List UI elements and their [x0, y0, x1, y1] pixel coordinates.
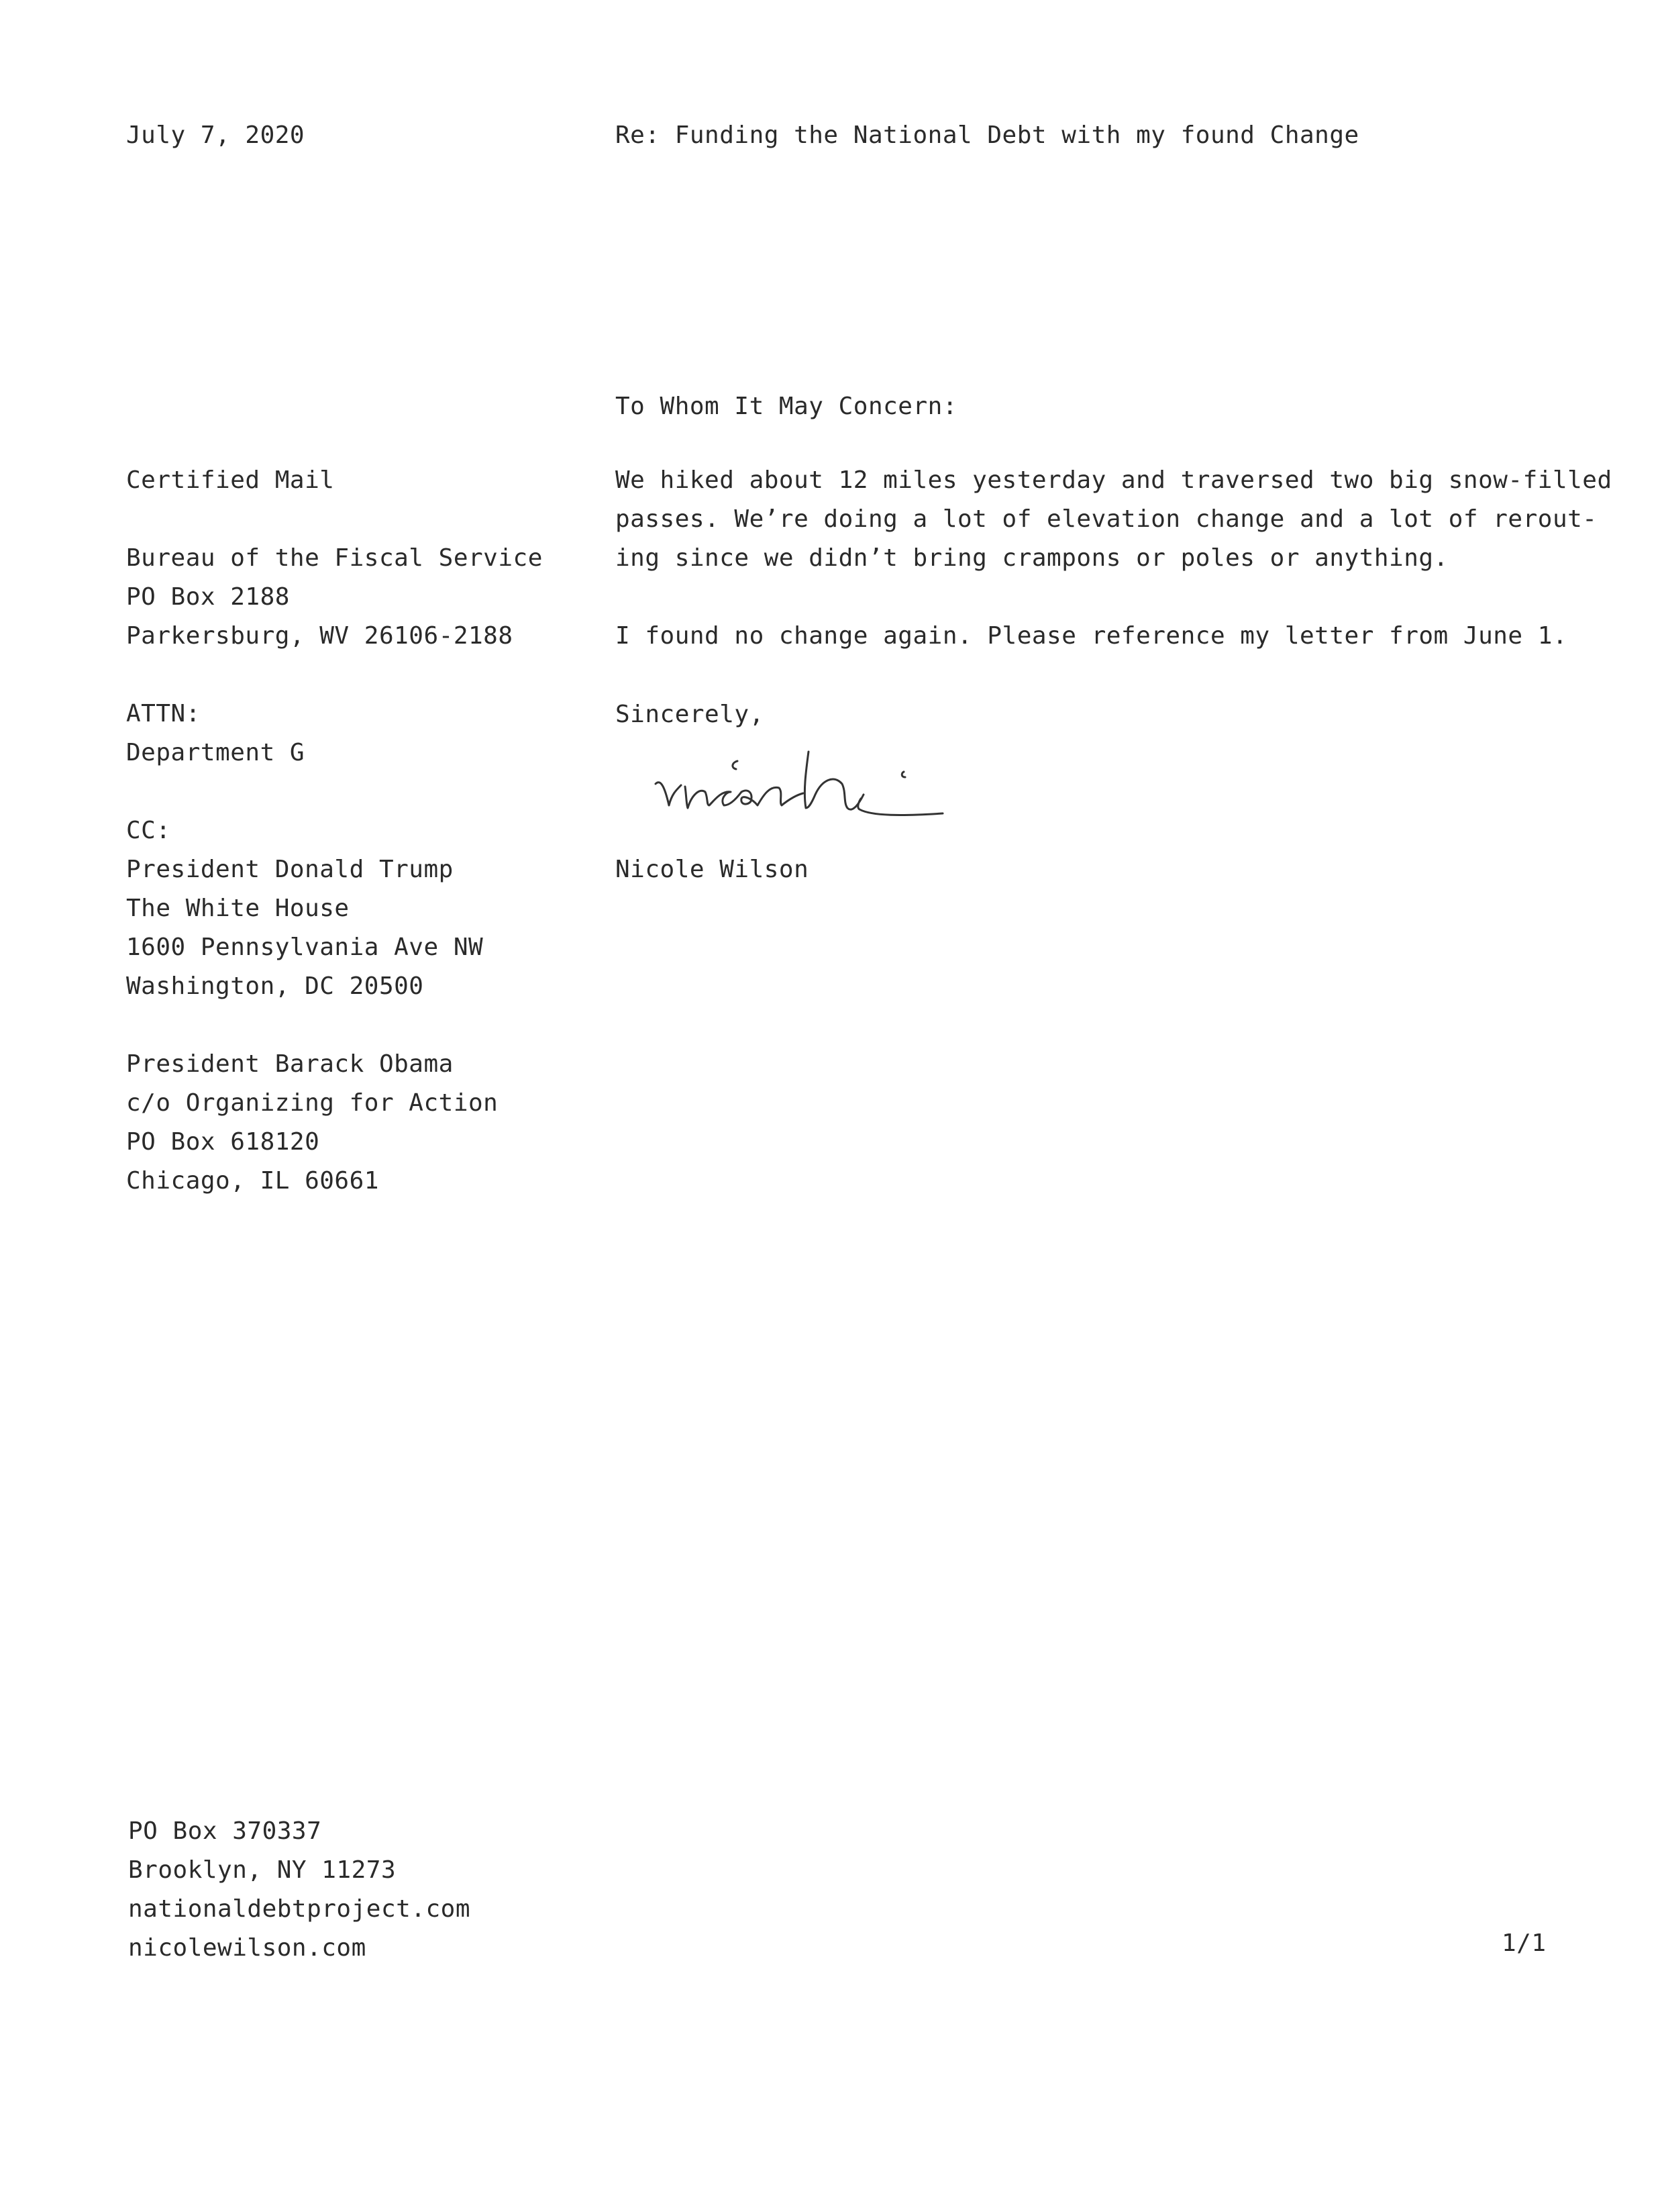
footer-line: Brooklyn, NY 11273 — [128, 1856, 397, 1884]
cc-address-line: President Donald Trump — [126, 856, 454, 883]
cc-address-line: Washington, DC 20500 — [126, 972, 424, 1000]
signature-image — [647, 738, 983, 839]
footer-line: PO Box 370337 — [128, 1817, 322, 1845]
body-line: ing since we didn’t bring crampons or poles or anything. — [615, 544, 1449, 572]
address-column — [126, 461, 543, 1201]
salutation: To Whom It May Concern: — [615, 393, 957, 420]
page-number: 1/1 — [1502, 1929, 1547, 1957]
recipient-line: Bureau of the Fiscal Service — [126, 544, 543, 572]
attn-department: Department G — [126, 739, 305, 766]
mail-type: Certified Mail — [126, 466, 335, 494]
cc-address-line: PO Box 618120 — [126, 1128, 320, 1156]
recipient-line: Parkersburg, WV 26106-2188 — [126, 622, 513, 650]
attn-label: ATTN: — [126, 700, 201, 727]
cc-address-line: 1600 Pennsylvania Ave NW — [126, 934, 484, 961]
footer-contact — [128, 1812, 470, 1968]
letter-date: July 7, 2020 — [126, 121, 305, 149]
closing: Sincerely, — [615, 701, 764, 728]
cc-address-line: The White House — [126, 895, 350, 922]
sender-name: Nicole Wilson — [615, 856, 809, 883]
cc-address-line: c/o Organizing for Action — [126, 1089, 499, 1117]
letter-body — [615, 461, 1612, 656]
subject-line: Re: Funding the National Debt with my found Change — [615, 121, 1359, 149]
recipient-line: PO Box 2188 — [126, 583, 290, 611]
body-line: passes. We’re doing a lot of elevation change and a lot of rerout- — [615, 505, 1598, 533]
footer-line: nicolewilson.com — [128, 1934, 366, 1962]
body-line: We hiked about 12 miles yesterday and traversed two big snow-filled — [615, 466, 1612, 494]
cc-address-line: President Barack Obama — [126, 1050, 454, 1078]
cc-label: CC: — [126, 817, 171, 844]
footer-line: nationaldebtproject.com — [128, 1895, 470, 1923]
body-line: I found no change again. Please reference my letter from June 1. — [615, 622, 1568, 650]
cc-address-line: Chicago, IL 60661 — [126, 1167, 379, 1195]
